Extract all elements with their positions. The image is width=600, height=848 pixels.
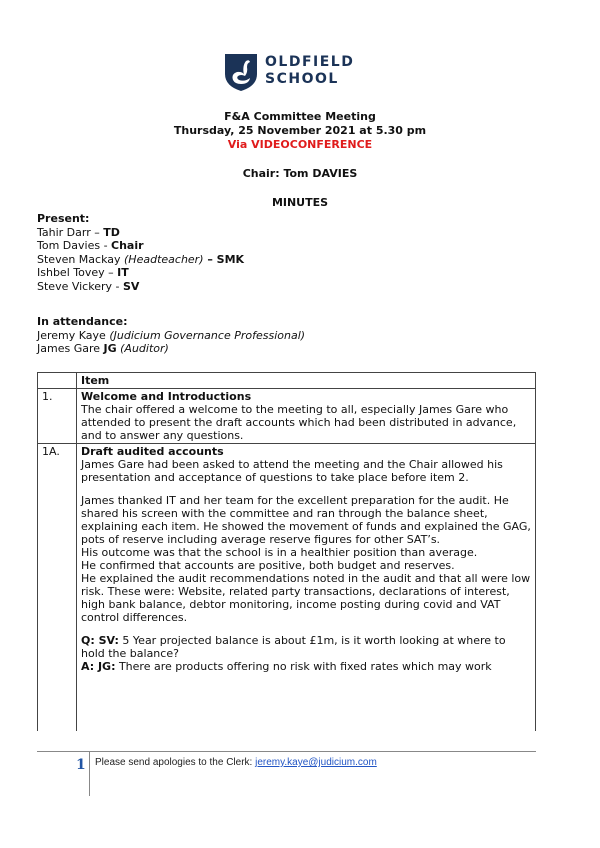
item-title: Draft audited accounts [81,445,224,458]
present-heading: Present: [37,212,90,225]
meeting-title: F&A Committee Meeting [224,110,376,123]
school-name-line1: OLDFIELD [265,54,355,70]
present-member: Steve Vickery - SV [37,279,140,293]
attendee: James Gare JG (Auditor) [37,342,169,355]
footer-vertical-divider [89,752,90,796]
clerk-email-link[interactable]: jeremy.kaye@judicium.com [255,757,377,768]
table-header-item: Item [77,373,536,389]
present-member: Ishbel Tovey – IT [37,266,129,279]
item-text: He confirmed that accounts are positive, both budget and reserves. [81,559,455,572]
item-text: James thanked IT and her team for the excellent preparation for the audit. He shared his screen with the committee and ran through the balance sheet, explaining each item. He showed the movement of funds and explained the GAG, pots of reserve including average reserve figures for other SAT’s. [81,494,531,546]
present-member: Tom Davies - Chair [37,239,144,252]
item-content [77,444,536,732]
meeting-chair: Chair: Tom DAVIES [242,167,358,180]
item-content [77,389,536,444]
present-member: Steven Mackay (Headteacher) – SMK [37,252,245,266]
item-text: His outcome was that the school is in a healthier position than average. [81,546,478,559]
school-name-line2: SCHOOL [265,71,339,87]
table-header-row [38,373,536,389]
footer-note [95,757,377,768]
meeting-date: Thursday, 25 November 2021 at 5.30 pm [173,124,427,137]
item-text: James Gare had been asked to attend the meeting and the Chair allowed his presentation and acceptance of questions to take place before item 2. [81,458,503,484]
attendance-section [37,315,305,356]
question-line: Q: SV: 5 Year projected balance is about £1m, is it worth looking at where to hold the balance? [81,634,506,660]
present-section [37,212,244,293]
item-text: He explained the audit recommendations noted in the audit and that all were low risk. These were: Website, related party transactions, declarations of interest, high bank balance, debtor monitoring, income posting during covid and VAT control differences. [81,572,531,624]
page-number: 1 [76,757,86,773]
item-number: 1. [38,389,77,444]
attendee: Jeremy Kaye (Judicium Governance Professional) [37,328,306,342]
minutes-items-table [37,372,536,731]
present-member: Tahir Darr – TD [37,225,120,239]
table-row [38,389,536,444]
item-title: Welcome and Introductions [81,390,252,403]
item-number: 1A. [38,444,77,732]
answer-line: A: JG: There are products offering no risk with fixed rates which may work [81,660,492,673]
school-logo [223,52,363,94]
attendance-heading: In attendance: [37,315,128,328]
table-row [38,444,536,732]
item-text: The chair offered a welcome to the meeting to all, especially James Gare who attended to present the draft accounts which had been distributed in advance, and to answer any questions. [81,403,517,442]
meeting-venue: Via VIDEOCONFERENCE [227,138,373,151]
footer-divider [37,751,536,752]
footer-text: Please send apologies to the Clerk: [95,757,256,768]
minutes-heading: MINUTES [271,196,329,209]
swan-shield-icon [223,52,259,92]
school-name [265,54,354,88]
